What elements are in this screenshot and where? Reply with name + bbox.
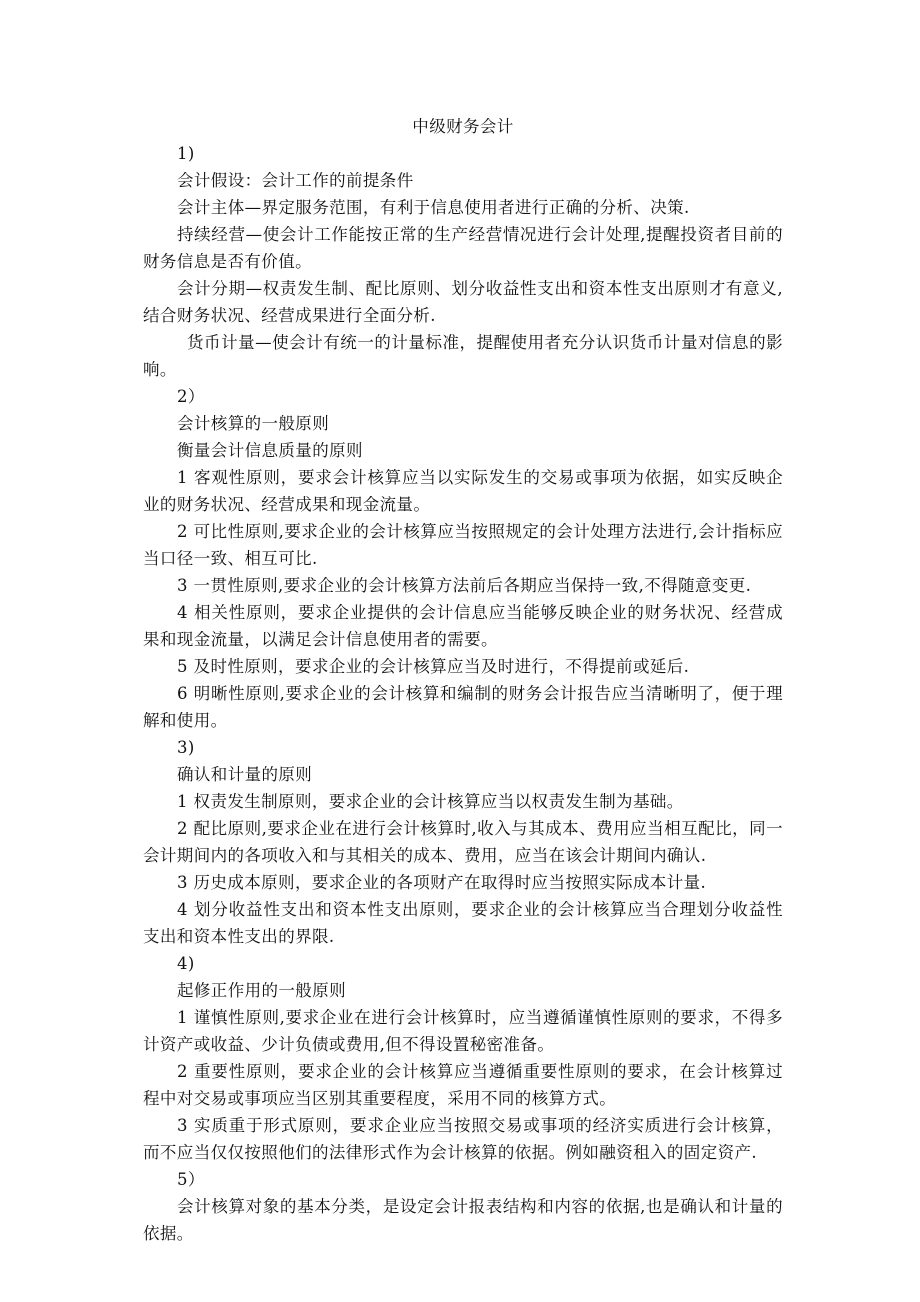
list-item: 2 重要性原则，要求企业的会计核算应当遵循重要性原则的要求，在会计核算过程中对交易或事项应当区别其重要程度，采用不同的核算方式。 <box>143 1062 783 1108</box>
document-title: 中级财务会计 <box>412 117 514 136</box>
document-body <box>143 113 783 1247</box>
list-item: 4 相关性原则，要求企业提供的会计信息应当能够反映企业的财务状况、经营成果和现金流量，以满足会计信息使用者的需要。 <box>143 603 783 649</box>
subsection-heading: 衡量会计信息质量的原则 <box>177 441 363 460</box>
section-number: 2） <box>177 387 205 406</box>
list-item: 2 可比性原则,要求企业的会计核算应当按照规定的会计处理方法进行,会计指标应当口径一致、相互可比. <box>143 522 783 568</box>
list-item: 1 权责发生制原则，要求企业的会计核算应当以权责发生制为基础。 <box>177 792 684 811</box>
list-item: 3 历史成本原则，要求企业的各项财产在取得时应当按照实际成本计量. <box>177 873 707 892</box>
list-item: 1 谨慎性原则,要求企业在进行会计核算时，应当遵循谨慎性原则的要求，不得多计资产或收益、少计负债或费用,但不得设置秘密准备。 <box>143 1008 783 1054</box>
section-heading: 会计核算的一般原则 <box>177 414 330 433</box>
paragraph: 会计分期—权责发生制、配比原则、划分收益性支出和资本性支出原则才有意义,结合财务状况、经营成果进行全面分析. <box>143 279 783 325</box>
section-number: 4) <box>177 954 195 973</box>
paragraph: 持续经营—使会计工作能按正常的生产经营情况进行会计处理,提醒投资者目前的财务信息是否有价值。 <box>143 225 783 271</box>
section-number: 1) <box>177 144 195 163</box>
section-number: 5） <box>177 1170 205 1189</box>
list-item: 3 实质重于形式原则，要求企业应当按照交易或事项的经济实质进行会计核算，而不应当仅仅按照他们的法律形式作为会计核算的依据。例如融资租入的固定资产. <box>143 1116 783 1162</box>
section-number: 3) <box>177 738 195 757</box>
list-item: 5 及时性原则，要求企业的会计核算应当及时进行，不得提前或延后. <box>177 657 690 676</box>
paragraph: 货币计量—使会计有统一的计量标准，提醒使用者充分认识货币计量对信息的影响。 <box>143 333 783 379</box>
paragraph: 会计主体—界定服务范围，有利于信息使用者进行正确的分析、决策. <box>177 198 690 217</box>
list-item: 4 划分收益性支出和资本性支出原则，要求企业的会计核算应当合理划分收益性支出和资本性支出的界限. <box>143 900 783 946</box>
paragraph: 会计核算对象的基本分类，是设定会计报表结构和内容的依据,也是确认和计量的依据。 <box>143 1197 783 1243</box>
list-item: 3 一贯性原则,要求企业的会计核算方法前后各期应当保持一致,不得随意变更. <box>177 576 752 595</box>
section-heading: 确认和计量的原则 <box>177 765 313 784</box>
list-item: 2 配比原则,要求企业在进行会计核算时,收入与其成本、费用应当相互配比，同一会计期间内的各项收入和与其相关的成本、费用，应当在该会计期间内确认. <box>143 819 783 865</box>
paragraph: 会计假设：会计工作的前提条件 <box>177 171 414 190</box>
list-item: 6 明晰性原则,要求企业的会计核算和编制的财务会计报告应当清晰明了，便于理解和使用。 <box>143 684 783 730</box>
list-item: 1 客观性原则，要求会计核算应当以实际发生的交易或事项为依据，如实反映企业的财务状况、经营成果和现金流量。 <box>143 468 783 514</box>
section-heading: 起修正作用的一般原则 <box>177 981 346 1000</box>
